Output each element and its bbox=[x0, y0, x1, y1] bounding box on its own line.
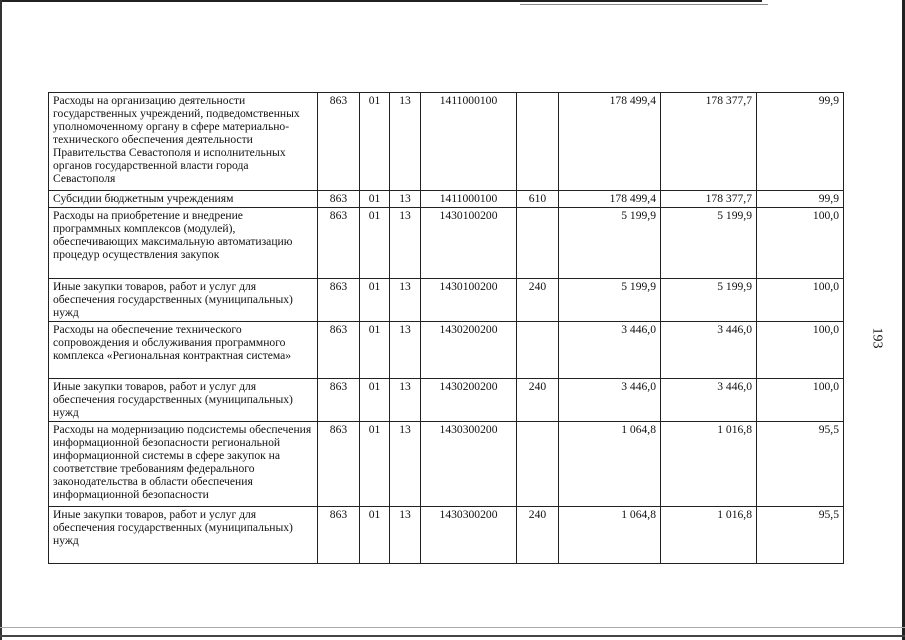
execution-percent-cell: 95,5 bbox=[757, 422, 844, 507]
scan-top-edge-secondary bbox=[520, 4, 768, 5]
scan-bottom-edge bbox=[0, 635, 905, 637]
section-code-cell: 01 bbox=[360, 208, 390, 279]
subsection-code-cell: 13 bbox=[390, 191, 421, 208]
subsection-code-cell: 13 bbox=[390, 379, 421, 422]
execution-percent-cell: 99,9 bbox=[757, 93, 844, 191]
execution-percent-cell: 100,0 bbox=[757, 322, 844, 379]
section-code-cell: 01 bbox=[360, 422, 390, 507]
planned-amount-cell: 178 499,4 bbox=[559, 93, 661, 191]
scan-top-edge bbox=[0, 0, 762, 2]
table-row bbox=[49, 379, 844, 422]
actual-amount-cell: 5 199,9 bbox=[661, 279, 757, 322]
subsection-code-cell: 13 bbox=[390, 208, 421, 279]
execution-percent-cell: 100,0 bbox=[757, 208, 844, 279]
table-row bbox=[49, 191, 844, 208]
expense-type-cell bbox=[517, 322, 559, 379]
scan-left-edge bbox=[0, 0, 2, 640]
table-row bbox=[49, 279, 844, 322]
actual-amount-cell: 3 446,0 bbox=[661, 379, 757, 422]
department-code-cell: 863 bbox=[318, 379, 360, 422]
target-article-cell: 1430200200 bbox=[421, 322, 517, 379]
table-row bbox=[49, 422, 844, 507]
expense-name-cell: Иные закупки товаров, работ и услуг для обеспечения государственных (муниципальных) нужд bbox=[49, 379, 318, 422]
section-code-cell: 01 bbox=[360, 379, 390, 422]
expense-name-cell: Иные закупки товаров, работ и услуг для обеспечения государственных (муниципальных) нужд bbox=[49, 507, 318, 564]
target-article-cell: 1411000100 bbox=[421, 191, 517, 208]
expense-name-cell: Расходы на обеспечение технического сопровождения и обслуживания программного комплекса «Региональная контрактная система» bbox=[49, 322, 318, 379]
execution-percent-cell: 100,0 bbox=[757, 379, 844, 422]
actual-amount-cell: 1 016,8 bbox=[661, 507, 757, 564]
planned-amount-cell: 3 446,0 bbox=[559, 322, 661, 379]
expense-type-cell: 240 bbox=[517, 279, 559, 322]
expense-type-cell: 240 bbox=[517, 507, 559, 564]
actual-amount-cell: 5 199,9 bbox=[661, 208, 757, 279]
expense-name-cell: Расходы на модернизацию подсистемы обеспечения информационной безопасности региональной информационной системы в сфере закупок на соответствие требованиям федерального законодательства в области обеспечения информационной безопасности bbox=[49, 422, 318, 507]
actual-amount-cell: 178 377,7 bbox=[661, 191, 757, 208]
target-article-cell: 1430200200 bbox=[421, 379, 517, 422]
expense-name-cell: Расходы на организацию деятельности государственных учреждений, подведомственных уполномоченному органу в сфере материально-технического обеспечения деятельности Правительства Севастополя и исполнительных органов государственной власти города Севастополя bbox=[49, 93, 318, 191]
planned-amount-cell: 178 499,4 bbox=[559, 191, 661, 208]
department-code-cell: 863 bbox=[318, 322, 360, 379]
target-article-cell: 1430100200 bbox=[421, 279, 517, 322]
execution-percent-cell: 100,0 bbox=[757, 279, 844, 322]
section-code-cell: 01 bbox=[360, 93, 390, 191]
planned-amount-cell: 1 064,8 bbox=[559, 422, 661, 507]
subsection-code-cell: 13 bbox=[390, 507, 421, 564]
department-code-cell: 863 bbox=[318, 191, 360, 208]
expense-name-cell: Иные закупки товаров, работ и услуг для обеспечения государственных (муниципальных) нужд bbox=[49, 279, 318, 322]
subsection-code-cell: 13 bbox=[390, 279, 421, 322]
actual-amount-cell: 178 377,7 bbox=[661, 93, 757, 191]
actual-amount-cell: 3 446,0 bbox=[661, 322, 757, 379]
subsection-code-cell: 13 bbox=[390, 322, 421, 379]
target-article-cell: 1430100200 bbox=[421, 208, 517, 279]
planned-amount-cell: 1 064,8 bbox=[559, 507, 661, 564]
page-number: 193 bbox=[869, 327, 885, 349]
section-code-cell: 01 bbox=[360, 507, 390, 564]
expense-type-cell: 610 bbox=[517, 191, 559, 208]
budget-expenditure-table bbox=[48, 92, 844, 564]
table-row bbox=[49, 93, 844, 191]
table-row bbox=[49, 208, 844, 279]
expense-type-cell bbox=[517, 208, 559, 279]
section-code-cell: 01 bbox=[360, 191, 390, 208]
planned-amount-cell: 3 446,0 bbox=[559, 379, 661, 422]
department-code-cell: 863 bbox=[318, 208, 360, 279]
planned-amount-cell: 5 199,9 bbox=[559, 279, 661, 322]
target-article-cell: 1411000100 bbox=[421, 93, 517, 191]
execution-percent-cell: 95,5 bbox=[757, 507, 844, 564]
subsection-code-cell: 13 bbox=[390, 93, 421, 191]
department-code-cell: 863 bbox=[318, 93, 360, 191]
target-article-cell: 1430300200 bbox=[421, 422, 517, 507]
execution-percent-cell: 99,9 bbox=[757, 191, 844, 208]
department-code-cell: 863 bbox=[318, 507, 360, 564]
section-code-cell: 01 bbox=[360, 322, 390, 379]
subsection-code-cell: 13 bbox=[390, 422, 421, 507]
planned-amount-cell: 5 199,9 bbox=[559, 208, 661, 279]
expense-type-cell: 240 bbox=[517, 379, 559, 422]
table-row bbox=[49, 507, 844, 564]
scan-bottom-edge-secondary bbox=[0, 627, 905, 628]
department-code-cell: 863 bbox=[318, 279, 360, 322]
target-article-cell: 1430300200 bbox=[421, 507, 517, 564]
expense-type-cell bbox=[517, 93, 559, 191]
expense-name-cell: Расходы на приобретение и внедрение программных комплексов (модулей), обеспечивающих максимальную автоматизацию процедур осуществления закупок bbox=[49, 208, 318, 279]
actual-amount-cell: 1 016,8 bbox=[661, 422, 757, 507]
section-code-cell: 01 bbox=[360, 279, 390, 322]
department-code-cell: 863 bbox=[318, 422, 360, 507]
expense-name-cell: Субсидии бюджетным учреждениям bbox=[49, 191, 318, 208]
table-row bbox=[49, 322, 844, 379]
expense-type-cell bbox=[517, 422, 559, 507]
